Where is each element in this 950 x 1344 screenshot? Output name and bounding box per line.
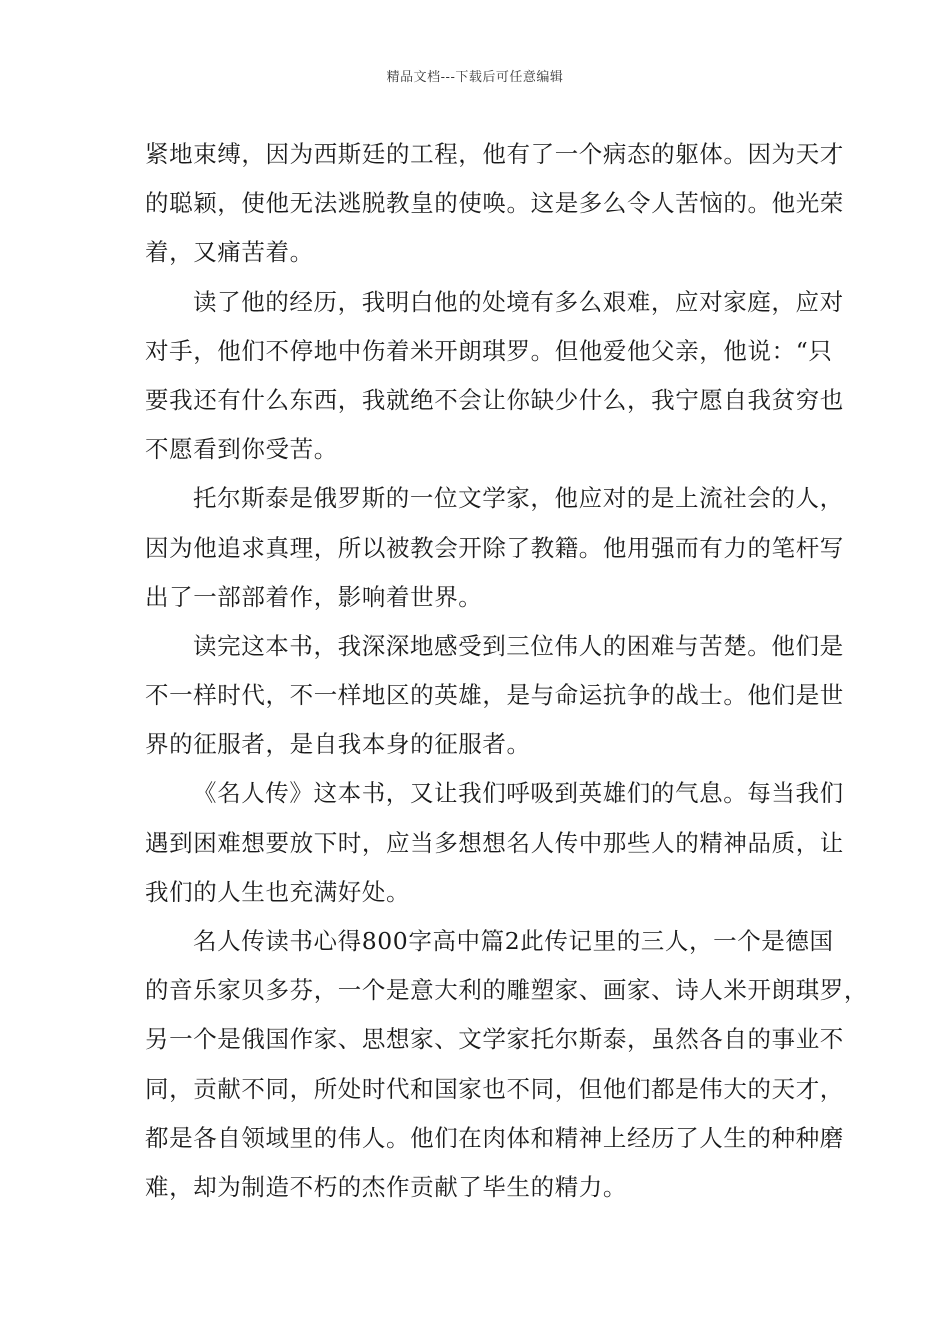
- text-line: 都是各自领域里的伟人。他们在肉体和精神上经历了人生的种种磨: [145, 1123, 844, 1152]
- text-line: 紧地束缚，因为西斯廷的工程，他有了一个病态的躯体。因为天才: [145, 140, 844, 168]
- page-header: 精品文档---下载后可任意编辑: [386, 70, 564, 85]
- text-line: 同，贡献不同，所处时代和国家也不同，但他们都是伟大的天才，: [145, 1074, 844, 1103]
- text-line: 对手，他们不停地中伤着米开朗琪罗。但他爱他父亲，他说：“只: [145, 336, 833, 365]
- text-line: 要我还有什么东西，我就绝不会让你缺少什么，我宁愿自我贫穷也: [145, 385, 844, 414]
- body-text: [145, 130, 868, 1212]
- text-line: 托尔斯泰是俄罗斯的一位文学家，他应对的是上流社会的人，: [193, 484, 844, 513]
- text-line: 《名人传》这本书，又让我们呼吸到英雄们的气息。每当我们: [193, 779, 844, 808]
- text-line: 读完这本书，我深深地感受到三位伟人的困难与苦楚。他们是: [193, 631, 844, 660]
- text-line: 不愿看到你受苦。: [145, 435, 338, 464]
- text-line: 名人传读书心得800字高中篇2此传记里的三人，一个是德国: [193, 927, 834, 955]
- text-line: 难，却为制造不朽的杰作贡献了毕生的精力。: [145, 1172, 627, 1201]
- text-line: 另一个是俄国作家、思想家、文学家托尔斯泰，虽然各自的事业不: [145, 1025, 844, 1054]
- text-line: 不一样时代，不一样地区的英雄，是与命运抗争的战士。他们是世: [145, 681, 844, 710]
- text-line: 遇到困难想要放下时，应当多想想名人传中那些人的精神品质，让: [145, 828, 844, 857]
- text-line: 因为他追求真理，所以被教会开除了教籍。他用强而有力的笔杆写: [145, 533, 844, 562]
- text-line: 出了一部部着作，影响着世界。: [145, 582, 483, 611]
- text-line: 的音乐家贝多芬，一个是意大利的雕塑家、画家、诗人米开朗琪罗，: [145, 976, 868, 1005]
- text-line: 界的征服者，是自我本身的征服者。: [145, 730, 531, 759]
- text-line: 着，又痛苦着。: [145, 238, 314, 267]
- text-line: 的聪颖，使他无法逃脱教皇的使唤。这是多么令人苦恼的。他光荣: [145, 189, 844, 218]
- text-line: 读了他的经历，我明白他的处境有多么艰难，应对家庭，应对: [193, 287, 844, 316]
- text-line: 我们的人生也充满好处。: [145, 877, 411, 906]
